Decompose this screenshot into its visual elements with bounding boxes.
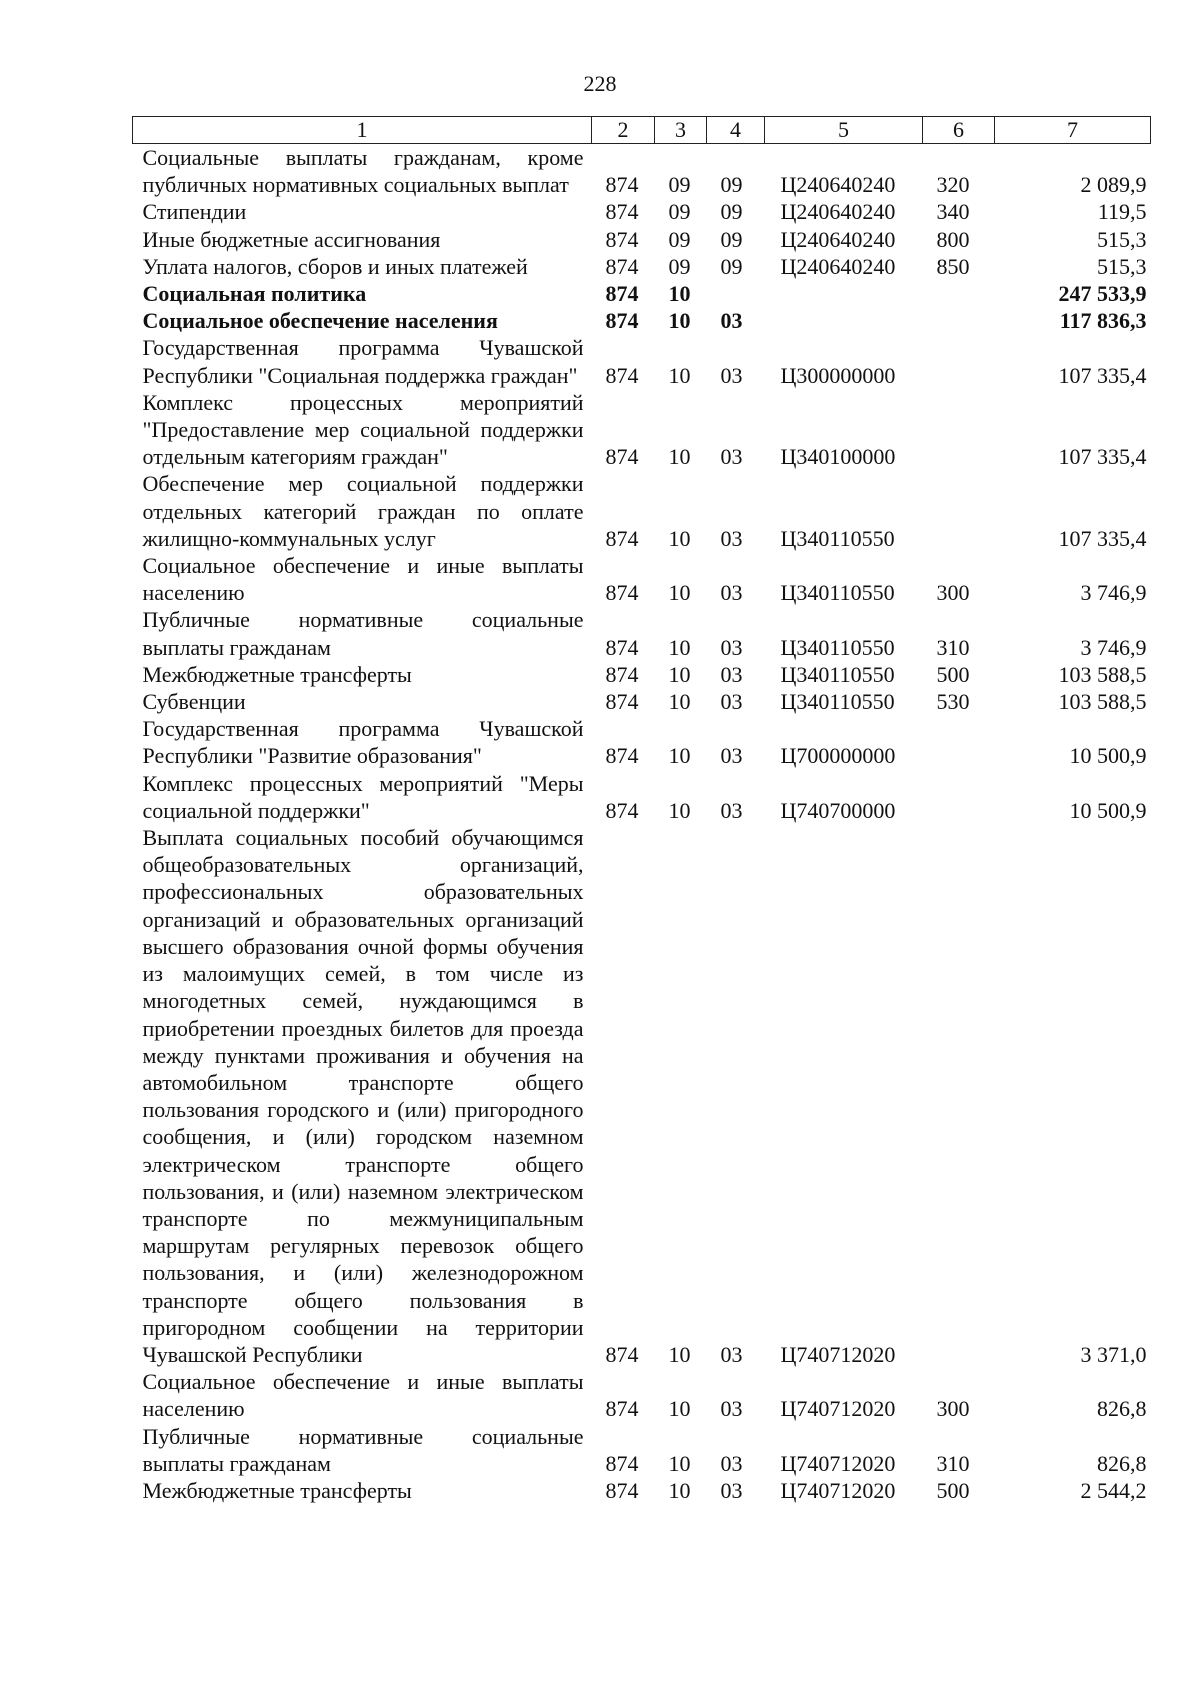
- ministry-code: 874: [605, 308, 639, 334]
- section-code: 10: [668, 580, 691, 606]
- column-header: 6: [923, 117, 995, 144]
- ministry-code: 874: [605, 172, 639, 198]
- row-name: Публичные нормативные социальные выплаты гражданам: [142, 1423, 584, 1476]
- row-name: Социальная политика: [142, 281, 367, 307]
- section-code: 09: [668, 226, 691, 252]
- table-row: [133, 606, 1151, 660]
- column-header: 3: [655, 117, 707, 144]
- section-code: 09: [668, 199, 691, 225]
- ministry-code: 874: [605, 689, 639, 715]
- target-article-code: Ц700000000: [780, 743, 896, 769]
- row-name: Комплекс процессных мероприятий "Меры социальной поддержки": [142, 770, 584, 823]
- section-code: 10: [668, 797, 691, 823]
- target-article-code: Ц740712020: [780, 1341, 896, 1367]
- subsection-code: 09: [720, 226, 743, 252]
- expense-type-code: 500: [936, 1477, 970, 1503]
- ministry-code: 874: [605, 1450, 639, 1476]
- amount-value: 107 335,4: [1058, 362, 1147, 388]
- table-row: [133, 307, 1151, 334]
- subsection-code: 03: [720, 797, 743, 823]
- ministry-code: 874: [605, 1477, 639, 1503]
- amount-value: 247 533,9: [1058, 281, 1147, 307]
- section-code: 10: [668, 689, 691, 715]
- target-article-code: Ц740712020: [780, 1396, 896, 1422]
- expense-type-code: [923, 389, 995, 471]
- target-article-code: Ц240640240: [780, 226, 896, 252]
- target-article-code: Ц740712020: [780, 1450, 896, 1476]
- amount-value: 826,8: [1097, 1450, 1147, 1476]
- subsection-code: 03: [720, 1396, 743, 1422]
- section-code: 10: [668, 661, 691, 687]
- ministry-code: 874: [605, 444, 639, 470]
- expense-type-code: 310: [936, 1450, 970, 1476]
- target-article-code: Ц340110550: [780, 689, 895, 715]
- target-article-code: Ц340110550: [780, 661, 895, 687]
- subsection-code: 03: [720, 661, 743, 687]
- subsection-code: 03: [720, 580, 743, 606]
- subsection-code: 03: [720, 1341, 743, 1367]
- row-name: Социальные выплаты гражданам, кроме публичных нормативных социальных выплат: [142, 145, 584, 198]
- section-code: 09: [668, 172, 691, 198]
- section-code: 10: [668, 281, 691, 307]
- target-article-code: Ц340110550: [780, 580, 895, 606]
- ministry-code: 874: [605, 525, 639, 551]
- table-row: [133, 144, 1151, 199]
- subsection-code: 03: [720, 525, 743, 551]
- table-row: [133, 770, 1151, 824]
- amount-value: 3 746,9: [1080, 634, 1147, 660]
- section-code: 10: [668, 1477, 691, 1503]
- expense-type-code: [923, 470, 995, 552]
- section-code: 10: [668, 525, 691, 551]
- row-name: Публичные нормативные социальные выплаты гражданам: [142, 607, 584, 660]
- table-row: [133, 688, 1151, 715]
- table-row: [133, 1477, 1151, 1504]
- amount-value: 103 588,5: [1058, 689, 1147, 715]
- target-article-code: Ц740700000: [780, 797, 896, 823]
- row-name: Выплата социальных пособий обучающимся общеобразовательных организаций, профессиональных образовательных организаций и образовательных организаций высшего образования очной формы обучения из малоимущих семей, в том числе из многодетных семей, нуждающимся в приобретении проездных билетов для проезда между пунктами проживания и обучения на автомобильном транспорте общего пользования городского и (или) пригородного сообщения, и (или) городском наземном электрическом транспорте общего пользования, и (или) наземном электрическом транспорте по межмуниципальным маршрутам регулярных перевозок общего пользования, и (или) железнодорожном транспорте общего пользования в пригородном сообщении на территории Чувашской Республики: [142, 825, 584, 1367]
- target-article-code: Ц340110550: [780, 634, 895, 660]
- budget-table: [132, 116, 1151, 1504]
- section-code: 10: [668, 743, 691, 769]
- table-row: [133, 198, 1151, 225]
- ministry-code: 874: [605, 281, 639, 307]
- subsection-code: 03: [720, 743, 743, 769]
- amount-value: 2 089,9: [1080, 172, 1147, 198]
- column-header: 2: [592, 117, 655, 144]
- header-row: [133, 117, 1151, 144]
- table-row: [133, 1423, 1151, 1477]
- row-name: Межбюджетные трансферты: [142, 661, 412, 687]
- section-code: 10: [668, 1450, 691, 1476]
- ministry-code: 874: [605, 661, 639, 687]
- subsection-code: 03: [720, 1450, 743, 1476]
- row-name: Иные бюджетные ассигнования: [142, 226, 441, 252]
- row-name: Социальное обеспечение населения: [142, 308, 498, 334]
- row-name: Уплата налогов, сборов и иных платежей: [142, 253, 528, 279]
- expense-type-code: 300: [936, 1396, 970, 1422]
- amount-value: 3 746,9: [1080, 580, 1147, 606]
- target-article-code: Ц240640240: [780, 172, 896, 198]
- subsection-code: 09: [720, 253, 743, 279]
- expense-type-code: 530: [936, 689, 970, 715]
- subsection-code: 03: [720, 1477, 743, 1503]
- amount-value: 515,3: [1097, 253, 1147, 279]
- row-name: Обеспечение мер социальной поддержки отдельных категорий граждан по оплате жилищно-коммунальных услуг: [142, 471, 584, 551]
- subsection-code: 03: [720, 308, 743, 334]
- expense-type-code: 310: [936, 634, 970, 660]
- section-code: 10: [668, 308, 691, 334]
- section-code: 10: [668, 444, 691, 470]
- table-row: [133, 389, 1151, 471]
- amount-value: 107 335,4: [1058, 444, 1147, 470]
- table-row: [133, 226, 1151, 253]
- subsection-code: 03: [720, 689, 743, 715]
- expense-type-code: 300: [936, 580, 970, 606]
- ministry-code: 874: [605, 362, 639, 388]
- expense-type-code: [923, 770, 995, 824]
- table-row: [133, 1368, 1151, 1422]
- row-name: Социальное обеспечение и иные выплаты населению: [142, 1369, 584, 1422]
- ministry-code: 874: [605, 226, 639, 252]
- amount-value: 10 500,9: [1069, 797, 1147, 823]
- section-code: 10: [668, 362, 691, 388]
- ministry-code: 874: [605, 253, 639, 279]
- subsection-code: 09: [720, 172, 743, 198]
- section-code: 10: [668, 634, 691, 660]
- page-number: 228: [583, 71, 617, 96]
- section-code: 10: [668, 1341, 691, 1367]
- row-name: Государственная программа Чувашской Республики "Социальная поддержка граждан": [142, 335, 584, 388]
- expense-type-code: [923, 824, 995, 1368]
- target-article-code: Ц240640240: [780, 253, 896, 279]
- table-body: [133, 144, 1151, 1505]
- amount-value: 117 836,3: [1059, 308, 1147, 334]
- amount-value: 3 371,0: [1080, 1341, 1147, 1367]
- target-article-code: Ц740712020: [780, 1477, 896, 1503]
- table-row: [133, 661, 1151, 688]
- table-row: [133, 253, 1151, 280]
- row-name: Социальное обеспечение и иные выплаты населению: [142, 553, 584, 606]
- row-name: Государственная программа Чувашской Республики "Развитие образования": [142, 716, 584, 769]
- expense-type-code: [923, 280, 995, 307]
- table-row: [133, 334, 1151, 388]
- expense-type-code: [923, 334, 995, 388]
- amount-value: 10 500,9: [1069, 743, 1147, 769]
- column-header: 1: [133, 117, 592, 144]
- table-row: [133, 715, 1151, 769]
- expense-type-code: 500: [936, 661, 970, 687]
- expense-type-code: 850: [936, 253, 970, 279]
- ministry-code: 874: [605, 580, 639, 606]
- ministry-code: 874: [605, 199, 639, 225]
- target-article-code: [765, 307, 923, 334]
- amount-value: 107 335,4: [1058, 525, 1147, 551]
- subsection-code: [707, 280, 765, 307]
- ministry-code: 874: [605, 1396, 639, 1422]
- target-article-code: Ц340110550: [780, 525, 895, 551]
- target-article-code: Ц340100000: [780, 444, 896, 470]
- table-row: [133, 280, 1151, 307]
- ministry-code: 874: [605, 797, 639, 823]
- ministry-code: 874: [605, 743, 639, 769]
- table-row: [133, 824, 1151, 1368]
- row-name: Субвенции: [142, 689, 246, 715]
- subsection-code: 03: [720, 362, 743, 388]
- expense-type-code: [923, 715, 995, 769]
- row-name: Комплекс процессных мероприятий "Предоставление мер социальной поддержки отдельным категориям граждан": [142, 389, 584, 470]
- expense-type-code: 320: [936, 172, 970, 198]
- column-header: 7: [995, 117, 1151, 144]
- expense-type-code: 800: [936, 226, 970, 252]
- expense-type-code: 340: [936, 199, 970, 225]
- target-article-code: [765, 280, 923, 307]
- ministry-code: 874: [605, 634, 639, 660]
- table-row: [133, 470, 1151, 552]
- table-row: [133, 552, 1151, 606]
- row-name: Межбюджетные трансферты: [142, 1477, 412, 1503]
- section-code: 10: [668, 1396, 691, 1422]
- amount-value: 119,5: [1097, 199, 1147, 225]
- amount-value: 2 544,2: [1080, 1477, 1147, 1503]
- column-header: 5: [765, 117, 923, 144]
- subsection-code: 03: [720, 444, 743, 470]
- expense-type-code: [923, 307, 995, 334]
- subsection-code: 03: [720, 634, 743, 660]
- section-code: 09: [668, 253, 691, 279]
- table-header: [133, 117, 1151, 144]
- ministry-code: 874: [605, 1341, 639, 1367]
- row-name: Стипендии: [142, 199, 247, 225]
- target-article-code: Ц300000000: [780, 362, 896, 388]
- amount-value: 103 588,5: [1058, 661, 1147, 687]
- target-article-code: Ц240640240: [780, 199, 896, 225]
- column-header: 4: [707, 117, 765, 144]
- amount-value: 515,3: [1097, 226, 1147, 252]
- subsection-code: 09: [720, 199, 743, 225]
- amount-value: 826,8: [1097, 1396, 1147, 1422]
